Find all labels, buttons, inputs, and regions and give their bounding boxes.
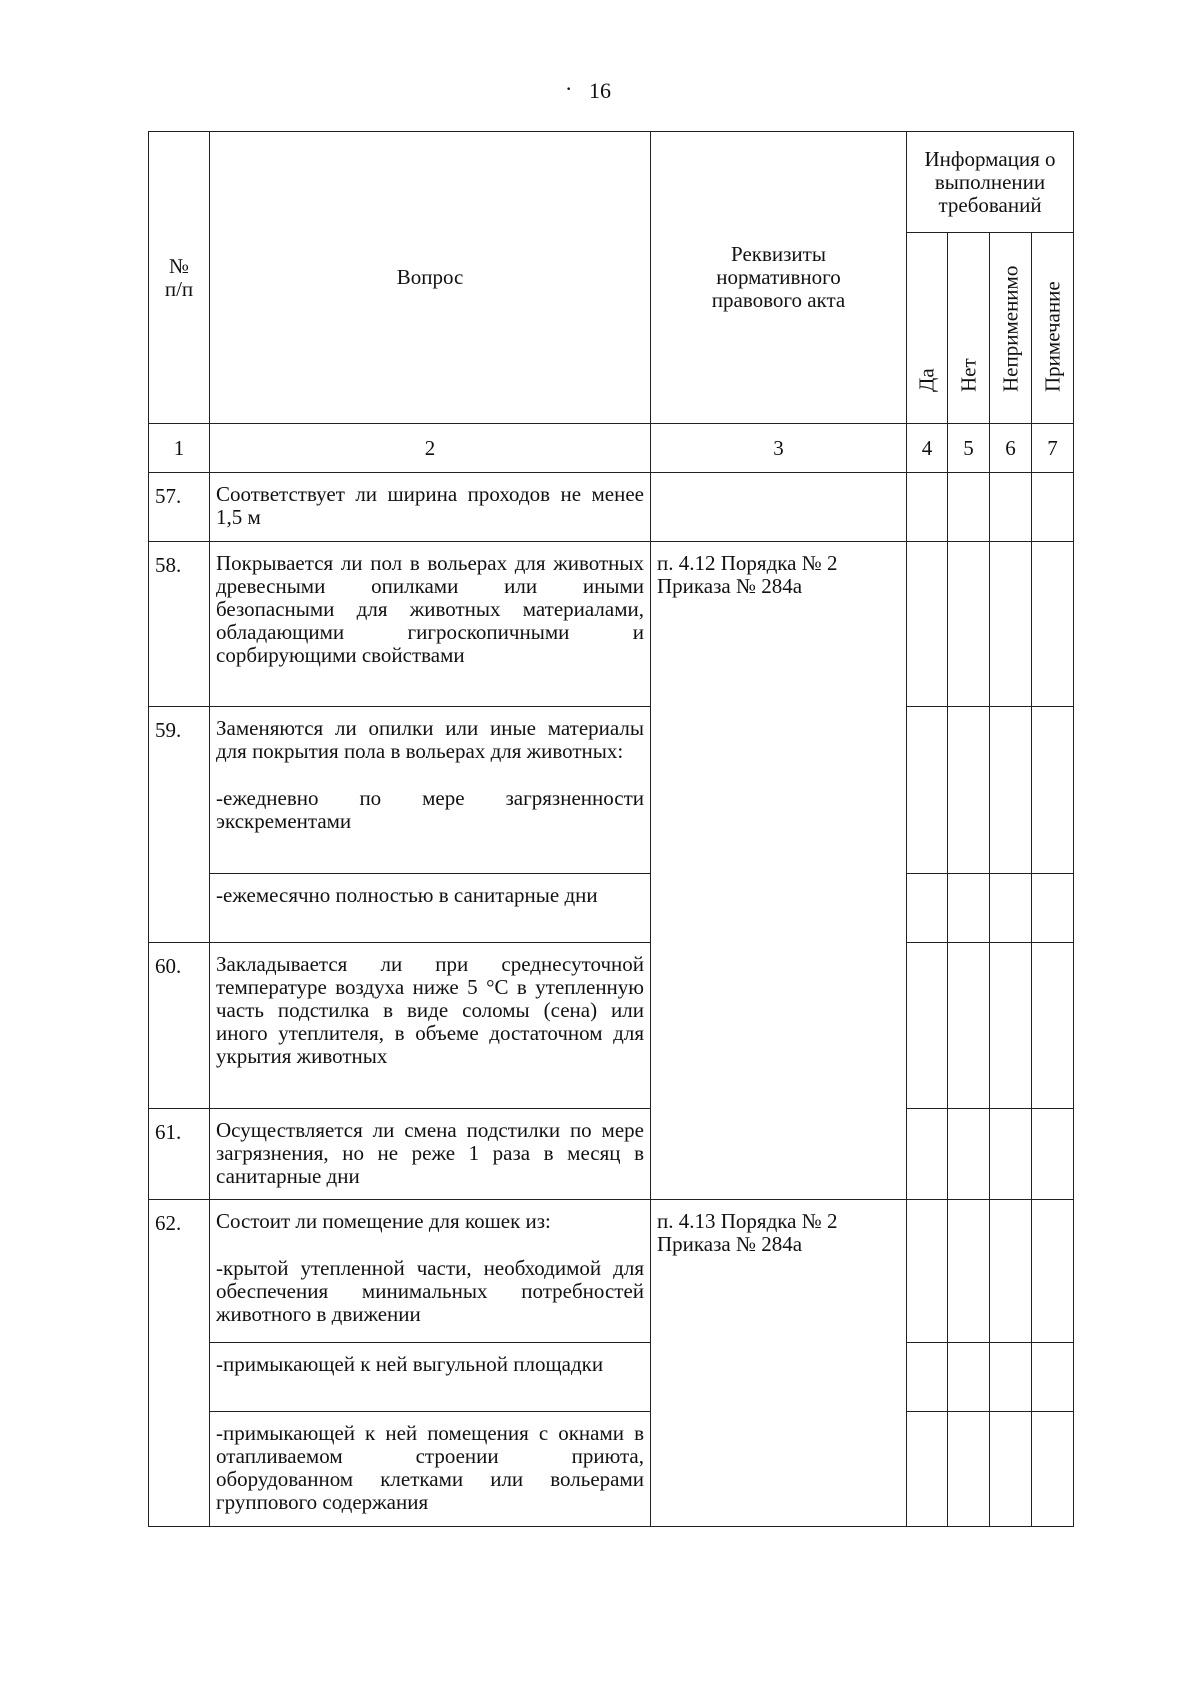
answer-yes-cell[interactable] xyxy=(907,1109,948,1200)
question-text: Соответствует ли ширина проходов не менее 1,5 м xyxy=(210,473,651,542)
ref-cell-empty xyxy=(651,473,907,542)
page-number xyxy=(0,78,1200,104)
answer-yes-cell[interactable] xyxy=(907,943,948,1109)
answer-na-cell[interactable] xyxy=(990,473,1032,542)
question-text: Закладывается ли при среднесуточной температуре воздуха ниже 5 °С в утепленную часть подстилка в виде соломы (сена) или иного утеплителя, в объеме достаточном для укрытия животных xyxy=(210,943,651,1109)
answer-na-cell[interactable] xyxy=(990,1343,1032,1412)
answer-note-cell[interactable] xyxy=(1032,1343,1074,1412)
page-number-text: 16 xyxy=(589,78,611,103)
col-number: 7 xyxy=(1032,424,1074,473)
answer-no-cell[interactable] xyxy=(948,1412,990,1527)
answer-yes-cell[interactable] xyxy=(907,707,948,874)
page-mark: · xyxy=(565,76,573,101)
table-row xyxy=(149,707,1074,874)
answer-note-cell[interactable] xyxy=(1032,874,1074,943)
question-option: -примыкающей к ней помещения с окнами в отапливаемом строении приюта, оборудованном клетками или вольерами группового содержания xyxy=(210,1412,651,1527)
question-option: -ежедневно по мере загрязненности экскрементами xyxy=(216,786,644,833)
answer-na-cell[interactable] xyxy=(990,1109,1032,1200)
answer-note-cell[interactable] xyxy=(1032,473,1074,542)
question-option: -примыкающей к ней выгульной площадки xyxy=(210,1343,651,1412)
question-lead: Заменяются ли опилки или иные материалы для покрытия пола в вольерах для животных: xyxy=(216,716,644,763)
col-number: 1 xyxy=(149,424,210,473)
question-lead: Состоит ли помещение для кошек из: xyxy=(216,1209,551,1233)
row-number: 61. xyxy=(149,1109,210,1200)
table-row xyxy=(149,1109,1074,1200)
question-option: -крытой утепленной части, необходимой для обеспечения минимальных потребностей животного в движении xyxy=(216,1256,644,1326)
answer-yes-cell[interactable] xyxy=(907,542,948,707)
ref-text: п. 4.12 Порядка № 2 Приказа № 284а xyxy=(651,542,907,1200)
col-number: 4 xyxy=(907,424,948,473)
header-question: Вопрос xyxy=(210,132,651,424)
question-text: Осуществляется ли смена подстилки по мере загрязнения, но не реже 1 раза в месяц в санитарные дни xyxy=(210,1109,651,1200)
answer-no-cell[interactable] xyxy=(948,1109,990,1200)
header-no: № п/п xyxy=(149,132,210,424)
answer-note-cell[interactable] xyxy=(1032,943,1074,1109)
header-not-applicable-label: Неприменимо xyxy=(998,265,1022,392)
answer-na-cell[interactable] xyxy=(990,1200,1032,1343)
row-number: 57. xyxy=(149,473,210,542)
answer-yes-cell[interactable] xyxy=(907,473,948,542)
ref-text: п. 4.13 Порядка № 2 Приказа № 284а xyxy=(651,1200,907,1527)
answer-no-cell[interactable] xyxy=(948,1200,990,1343)
header-ref: Реквизиты нормативного правового акта xyxy=(651,132,907,424)
header-info: Информация о выполнении требований xyxy=(907,132,1074,233)
column-numbers-row xyxy=(149,424,1074,473)
answer-na-cell[interactable] xyxy=(990,1412,1032,1527)
table-row xyxy=(149,542,1074,707)
header-yes-label: Да xyxy=(914,368,939,392)
col-number: 5 xyxy=(948,424,990,473)
question-text: Покрывается ли пол в вольерах для животных древесными опилками или иными безопасными для животных материалами, обладающими гигроскопичными и сорбирующими свойствами xyxy=(210,542,651,707)
header-note-label: Примечание xyxy=(1040,281,1065,392)
answer-note-cell[interactable] xyxy=(1032,1412,1074,1527)
answer-yes-cell[interactable] xyxy=(907,1343,948,1412)
checklist-table xyxy=(148,131,1074,1527)
row-number: 62. xyxy=(149,1200,210,1527)
header-note xyxy=(1032,233,1074,424)
question-text xyxy=(210,707,651,874)
header-yes xyxy=(907,233,948,424)
table-row xyxy=(149,874,1074,943)
answer-note-cell[interactable] xyxy=(1032,1109,1074,1200)
row-number: 59. xyxy=(149,707,210,943)
answer-note-cell[interactable] xyxy=(1032,542,1074,707)
col-number: 2 xyxy=(210,424,651,473)
answer-yes-cell[interactable] xyxy=(907,1200,948,1343)
answer-yes-cell[interactable] xyxy=(907,874,948,943)
table-row xyxy=(149,473,1074,542)
answer-no-cell[interactable] xyxy=(948,542,990,707)
row-number: 58. xyxy=(149,542,210,707)
header-no-answer-label: Нет xyxy=(956,358,980,392)
col-number: 6 xyxy=(990,424,1032,473)
table-row xyxy=(149,943,1074,1109)
answer-no-cell[interactable] xyxy=(948,473,990,542)
answer-note-cell[interactable] xyxy=(1032,1200,1074,1343)
question-text xyxy=(210,1200,651,1343)
answer-no-cell[interactable] xyxy=(948,1343,990,1412)
answer-yes-cell[interactable] xyxy=(907,1412,948,1527)
answer-na-cell[interactable] xyxy=(990,542,1032,707)
header-row-1 xyxy=(149,132,1074,233)
answer-na-cell[interactable] xyxy=(990,874,1032,943)
answer-note-cell[interactable] xyxy=(1032,707,1074,874)
row-number: 60. xyxy=(149,943,210,1109)
table-row xyxy=(149,1200,1074,1343)
answer-na-cell[interactable] xyxy=(990,943,1032,1109)
table-row xyxy=(149,1343,1074,1412)
header-no-answer xyxy=(948,233,990,424)
table-row xyxy=(149,1412,1074,1527)
header-not-applicable xyxy=(990,233,1032,424)
answer-no-cell[interactable] xyxy=(948,943,990,1109)
answer-no-cell[interactable] xyxy=(948,707,990,874)
answer-no-cell[interactable] xyxy=(948,874,990,943)
question-option: -ежемесячно полностью в санитарные дни xyxy=(210,874,651,943)
col-number: 3 xyxy=(651,424,907,473)
answer-na-cell[interactable] xyxy=(990,707,1032,874)
